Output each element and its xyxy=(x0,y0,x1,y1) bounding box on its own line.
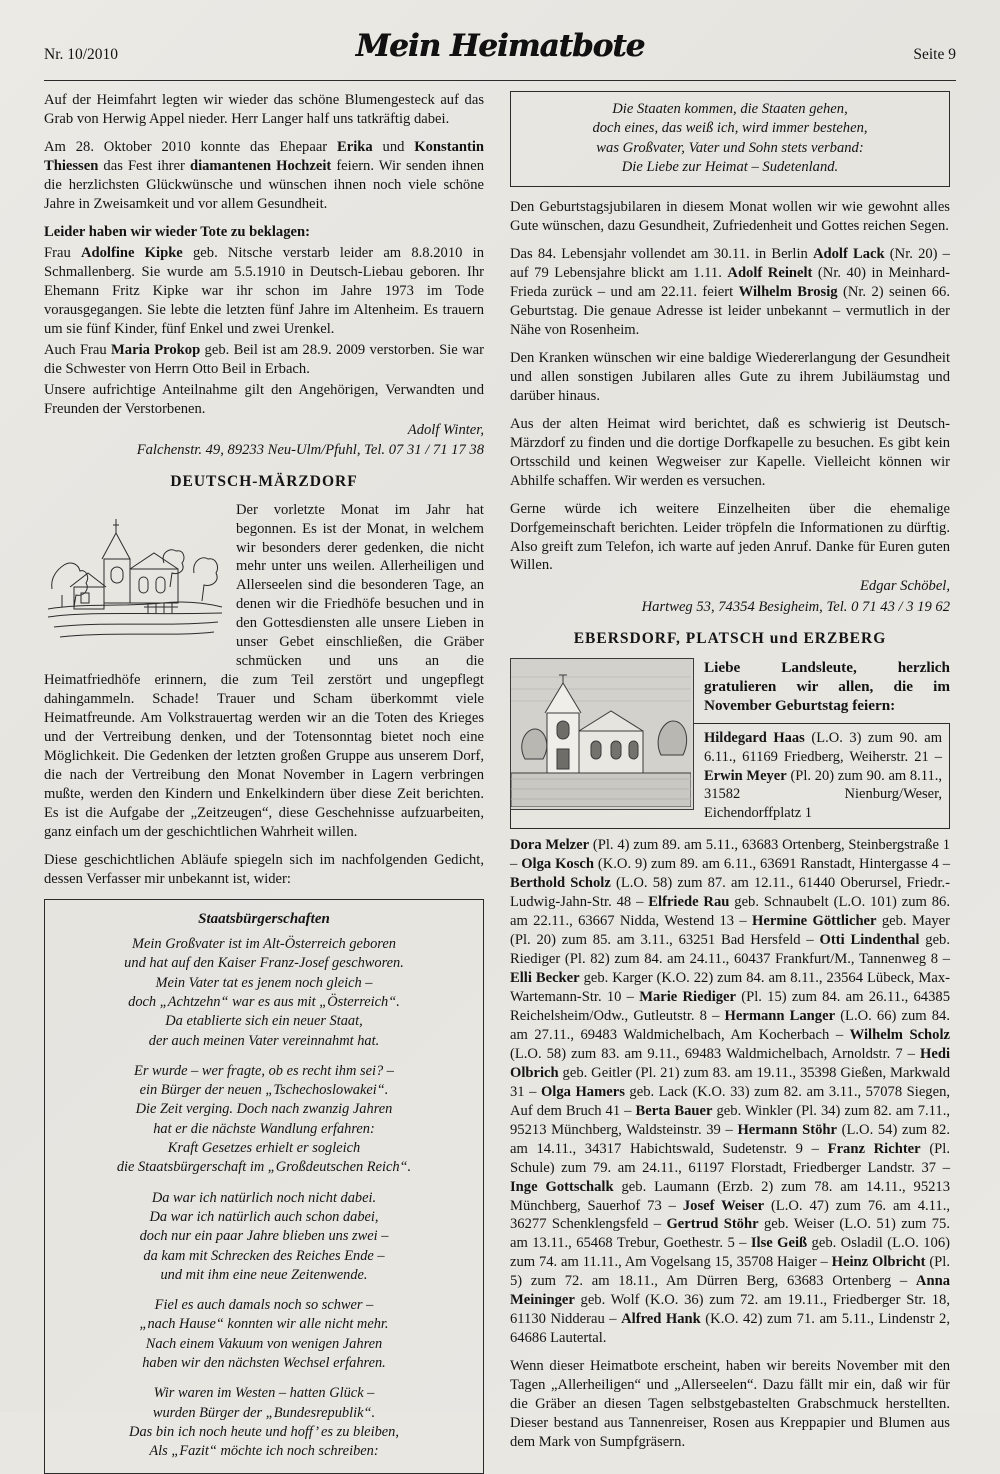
paragraph-vorletzte-monat: Der vorletzte Monat im Jahr hat begonnen. Es ist der Monat, in welchem wir besonders derer gedenken, die nicht mehr unter uns weilen. Allerheiligen und Allerseelen sind die besonderen Tage, an denen wir die Friedhöfe besuchen und in den Gottesdiensten alle unsere Lieben in unser Gebet einschließen, die Gräber schmücken und uns an die Heimatfriedhöfe erinnern, die zum Teil zerstört und ungepflegt dahingammeln. Schade! Trauer und Scham überkommt viele Heimatfreunde. Am Volkstrauertag werden wir an die Toten des Krieges und der Vertreibung denken, und der Totensonntag bietet noch eine Möglichkeit. Die Gedenken der letzten großen Gruppe aus unserem Dorf, die nach der Vertreibung den Monat November in Lagern verbringen mußte, werden den Kindern und Enkelkindern über diese Zeit berichten. Es ist die Aufgabe der „Zeitzeugen“, diese Geschehnisse aufzuarbeiten, ganz einfach um der geschichtlichen Wahrheit willen. xyxy=(44,501,484,841)
poem-line: Mein Großvater ist im Alt-Österreich geboren xyxy=(132,936,396,953)
paragraph-einzelheiten: Gerne würde ich weitere Einzelheiten über die ehemalige Dorfgemeinschaft berichten. Leider tröpfeln die Informationen zu dürftig. Also greift zum Telefon, ich warte auf jeden Anruf. Danke für Euren guten Willen. xyxy=(510,500,950,574)
text-run: (Nr. 20) – auf 79 Lebensjahre blickt am 1.11. xyxy=(510,245,950,281)
person-name: Heinz Olbricht xyxy=(831,1254,926,1271)
poem-line: Wir waren im Westen – hatten Glück – xyxy=(153,1385,375,1402)
chapel-photo xyxy=(510,658,694,810)
text-run: geb. Weiser (L.O. 51) zum 75. am 13.11., 65468 Trebur, Goethestr. 5 – xyxy=(510,1216,950,1252)
text-run: (Pl. 4) zum 89. am 5.11., 63683 Ortenberg, Steinbergstraße 1 – xyxy=(510,837,950,873)
person-name: Olga Kosch xyxy=(521,856,594,873)
poem-line: doch nur ein paar Jahre blieben uns zwei – xyxy=(139,1228,389,1245)
text-run: geb. Laumann (Erzb. 2) zum 78. am 14.11., 95213 Münchberg, Sauerhof 73 – xyxy=(510,1178,951,1214)
chapel-illustration-icon xyxy=(511,659,691,807)
person-name: Hermann Langer xyxy=(724,1007,836,1024)
person-name: Hildegard Haas xyxy=(704,729,805,746)
paragraph-kranken-wuensche: Den Kranken wünschen wir eine baldige Wiedererlangung der Gesundheit und allen sonstigen Jubilaren alles Gute zu ihrem Jubiläumstag und darüber hinaus. xyxy=(510,349,950,404)
text-run: (Pl. 5) zum 72. am 18.11., Am Dürren Berg, 63683 Ortenberg – xyxy=(510,1254,950,1290)
poem-line: Die Zeit verging. Doch nach zwanzig Jahren xyxy=(135,1101,393,1118)
heading-text: Leider haben wir wieder Tote zu beklagen: xyxy=(44,223,310,240)
paragraph-adolfine-kipke xyxy=(44,244,484,339)
signature-address-edgar-schoebel: Hartweg 53, 74354 Besigheim, Tel. 0 71 43 / 3 19 62 xyxy=(641,599,950,616)
issue-number: Nr. 10/2010 xyxy=(44,46,119,63)
person-name: Alfred Hank xyxy=(621,1311,701,1328)
poem-line: und mit ihm eine neue Zeitenwende. xyxy=(160,1266,368,1283)
paragraph-geburtstagsjubilare: Den Geburtstagsjubilaren in diesem Monat wollen wir wie gewohnt alles Gute wünschen, dazu Gesundheit, Zufriedenheit und Gottes reichen Segen. xyxy=(510,199,950,234)
text-run: geb. Nitsche verstarb leider am 8.8.2010 in Schmallenberg. Sie wurde am 5.5.1910 in Deutsch-Liebau geboren. Ihr Ehemann Fritz Kipke war ihr schon im Jahre 1973 im Tode vorausgegangen. Sie lebte die letzten fünf Jahre im Altenheim. Es trauern um sie fünf Kinder, fünf Enkel und zwei Urenkel. xyxy=(44,244,484,337)
person-name: Hedi Olbrich xyxy=(510,1045,950,1081)
poem-line: hat er die nächste Wandlung erfahren: xyxy=(153,1120,375,1137)
person-name: Ilse Geiß xyxy=(750,1235,808,1252)
two-column-layout xyxy=(44,91,956,1474)
poem-line: Da war ich natürlich noch nicht dabei. xyxy=(151,1189,377,1206)
poem-line: Da etablierte sich ein neuer Staat, xyxy=(165,1013,363,1030)
paragraph-heimfahrt: Auf der Heimfahrt legten wir wieder das schöne Blumengesteck auf das Grab von Herwig Appel nieder. Herr Langer half uns tatkräftig dabei. xyxy=(44,92,484,127)
text-run: (Nr. 2) seinen 66. Geburtstag. Die genaue Adresse ist leider unbekannt – vermutlich in der Nähe von Rosenheim. xyxy=(510,283,950,338)
name-adolfine-kipke: Adolfine Kipke xyxy=(80,244,183,261)
person-name: Anna Meininger xyxy=(510,1273,950,1309)
poem-stanza xyxy=(57,1189,471,1285)
paragraph-diamantene-hochzeit xyxy=(44,138,484,214)
text-run: geb. Riediger (Pl. 82) zum 84. am 24.11., 60437 Frankfurt/M., Tannenweg 8 – xyxy=(510,931,950,967)
person-name: Marie Riediger xyxy=(639,988,737,1005)
poem-title: Staatsbürgerschaften xyxy=(198,910,330,927)
person-name: Josef Weiser xyxy=(682,1197,765,1214)
person-name: Gertrud Stöhr xyxy=(666,1216,759,1233)
poem-box-staatsbuergerschaften xyxy=(44,899,484,1474)
text-run: (L.O. 66) zum 84. am 27.11., 69483 Waldmichelbach, Am Kocherbach – xyxy=(510,1007,951,1043)
text-run: geb. Lack (K.O. 33) zum 82. am 3.11., 57078 Siegen, Auf dem Bruch 41 – xyxy=(510,1083,951,1119)
person-name: Elli Becker xyxy=(510,969,580,986)
poem-line: haben wir den nächsten Wechsel erfahren. xyxy=(142,1354,386,1371)
signature-address-adolf-winter: Falchenstr. 49, 89233 Neu-Ulm/Pfuhl, Tel. 07 31 / 71 17 38 xyxy=(136,442,484,459)
text-run: geb. Geitler (Pl. 21) zum 83. am 19.11., 35398 Gießen, Markwald 31 – xyxy=(510,1064,950,1100)
person-name: Adolf Reinelt xyxy=(727,264,813,281)
text-run: (L.O. 54) zum 82. am 14.11., 34317 Habichtswald, Sudetenstr. 9 – xyxy=(510,1121,950,1157)
text-run: das Fest ihrer xyxy=(98,157,190,174)
quote-line: doch eines, das weiß ich, wird immer bestehen, xyxy=(592,120,868,137)
paragraph-allerheiligen: Wenn dieser Heimatbote erscheint, haben wir bereits November mit den Tagen „Allerheiligen“ und „Allerseelen“. Dazu fällt mir ein, daß wir für die Gräber an diesen Tagen selbstgebastelten Grabschmuck herstellten. Dieser bestand aus Tannenreiser, Rosen aus Kreppapier und Blumen aus dem Mark von Sumpfgräsern. xyxy=(510,1358,950,1451)
quote-box-sudetenland xyxy=(510,91,950,187)
text-run: (L.O. 47) zum 76. am 4.11., 36277 Schenklengsfeld – xyxy=(510,1197,951,1233)
text-run: Am 28. Oktober 2010 konnte das Ehepaar xyxy=(44,138,337,155)
person-name: Otti Lindenthal xyxy=(819,931,920,948)
quote-line: Die Liebe zur Heimat – Sudetenland. xyxy=(621,158,839,175)
poem-line: Als „Fazit“ möchte ich noch schreiben: xyxy=(149,1443,379,1460)
text-run: feiern. Wir senden ihnen die herzlichsten Glückwünsche und wünschen ihnen noch viele schöne Jahre in Zweisamkeit und vor allem Gesundheit. xyxy=(44,157,484,212)
text-run: und xyxy=(372,138,415,155)
text-run: geb. Wolf (K.O. 36) zum 72. am 19.11., Friedberger Str. 18, 61130 Nidderau – xyxy=(510,1292,950,1328)
poem-line: Mein Vater tat es jenem noch gleich – xyxy=(155,974,373,991)
text-run: Auch Frau xyxy=(44,341,112,358)
poem-line: und hat auf den Kaiser Franz-Josef geschworen. xyxy=(124,955,404,972)
masthead-divider xyxy=(44,80,956,81)
right-column xyxy=(510,91,950,1474)
poem-line: die Staatsbürgerschaft im „Großdeutschen Reich“. xyxy=(116,1159,412,1176)
person-name: Hermann Stöhr xyxy=(737,1121,837,1138)
paragraph-alte-heimat: Aus der alten Heimat wird berichtet, daß es schwierig ist Deutsch-Märzdorf zu finden und die dortige Dorfkapelle zu besuchen. Es gibt kein Ortsschild und keinen Wegweiser zur Kapelle. Vielleicht können wir Abhilfe schaffen. Wir werden es versuchen. xyxy=(510,415,950,489)
poem-line: Nach einem Vakuum von wenigen Jahren xyxy=(145,1335,383,1352)
paragraph-maria-prokop xyxy=(44,341,484,379)
quote-line: Die Staaten kommen, die Staaten gehen, xyxy=(612,101,848,117)
person-name: Dora Melzer xyxy=(510,837,590,854)
name-erika: Erika xyxy=(337,138,373,155)
text-run: (K.O. 9) zum 89. am 6.11., 63691 Ranstadt, Hintergasse 4 – xyxy=(594,856,950,873)
text-run: Frau xyxy=(44,244,81,261)
person-name: Wilhelm Brosig xyxy=(738,283,838,300)
text-run: (L.O. 3) zum 90. am 6.11., 61169 Friedberg, Weiherstr. 21 – xyxy=(704,729,942,765)
section-heading-ebersdorf-platsch-erzberg: EBERSDORF, PLATSCH und ERZBERG xyxy=(573,630,887,648)
person-name: Wilhelm Scholz xyxy=(849,1026,950,1043)
poem-line: Er wurde – wer fragte, ob es recht ihm sei? – xyxy=(134,1062,394,1079)
paragraph-gedicht-einleitung: Diese geschichtlichen Abläufe spiegeln sich im nachfolgenden Gedicht, dessen Verfasser mir unbekannt ist, wider: xyxy=(44,852,484,887)
paragraph-jubilare-details xyxy=(510,245,950,340)
poem-line: Fiel es auch damals noch so schwer – xyxy=(154,1297,374,1314)
person-name: Inge Gottschalk xyxy=(510,1178,614,1195)
poem-line: wurden Bürger der „Bundesrepublik“. xyxy=(152,1404,376,1421)
text-run: (Nr. 40) in Meinhard-Frieda zurück – und am 22.11. feiert xyxy=(510,264,950,300)
heading-tote-zu-beklagen xyxy=(44,223,484,242)
poem-line: da kam mit Schrecken des Reiches Ende – xyxy=(143,1247,385,1264)
person-name: Berta Bauer xyxy=(635,1102,713,1119)
poem-stanza xyxy=(57,1296,471,1373)
text-run: geb. Winkler (Pl. 34) zum 82. am 7.11., 95213 Münchberg, Waldsteinstr. 39 – xyxy=(510,1102,950,1138)
church-drawing-icon xyxy=(44,503,226,653)
text-run: (L.O. 58) zum 87. am 12.11., 61440 Oberursel, Friedr.-Ludwig-Jahn-Str. 48 – xyxy=(510,875,951,910)
poem-line: Kraft Gesetzes erhielt er sogleich xyxy=(167,1140,361,1157)
text-run: (Pl. 15) zum 84. am 26.11., 64385 Reichelsheim/Odw., Gutleutstr. 8 – xyxy=(510,988,950,1024)
left-column xyxy=(44,91,484,1474)
village-church-illustration xyxy=(44,503,226,653)
text-run: Das 84. Lebensjahr vollendet am 30.11. in Berlin xyxy=(510,245,813,262)
text-run: (L.O. 58) zum 83. am 9.11., 69483 Waldmichelbach, Arnoldstr. 7 – xyxy=(510,1045,920,1062)
signature-name-adolf-winter: Adolf Winter, xyxy=(407,421,484,438)
name-konstantin-thiessen: Konstantin Thiessen xyxy=(44,138,485,174)
quote-line: was Großvater, Vater und Sohn stets verband: xyxy=(596,139,864,156)
name-maria-prokop: Maria Prokop xyxy=(111,341,201,358)
signature-name-edgar-schoebel: Edgar Schöbel, xyxy=(860,578,950,595)
person-name: Hermine Göttlicher xyxy=(752,912,877,929)
text-run: geb. Osladil (L.O. 106) zum 74. am 11.11., Am Vogelsang 15, 35708 Haiger – xyxy=(510,1235,950,1271)
person-name: Berthold Scholz xyxy=(510,875,611,892)
text-run: (Pl. 20) zum 90. am 8.11., 31582 Nienburg/Weser, Eichendorffplatz 1 xyxy=(704,767,943,822)
publication-title: Mein Heimatbote xyxy=(355,28,645,64)
section-heading-deutsch-maerzdorf: DEUTSCH-MÄRZDORF xyxy=(170,473,358,491)
text-run: geb. Mayer (Pl. 20) zum 85. am 3.11., 63251 Bad Hersfeld – xyxy=(510,912,950,948)
birthday-names-list xyxy=(510,836,950,1348)
person-name: Elfriede Rau xyxy=(648,894,730,910)
page-number: Seite 9 xyxy=(913,46,956,63)
text-run: geb. Beil ist am 28.9. 2009 verstorben. Sie war die Schwester von Herrn Otto Beil in Erbach. xyxy=(44,341,484,377)
person-name: Adolf Lack xyxy=(812,245,885,262)
gratulation-lead: Liebe Landsleute, herzlich gratulieren wir allen, die im November Geburtstag feiern: xyxy=(704,658,950,715)
poem-stanzas xyxy=(57,935,471,1461)
poem-line: doch „Achtzehn“ war es aus mit „Österreich“. xyxy=(128,993,400,1010)
text-run: geb. Karger (K.O. 22) zum 84. am 8.11., 23564 Lübeck, Max-Wartemann-Str. 10 – xyxy=(510,969,950,1005)
text-run: (K.O. 42) zum 71. am 5.11., Lindenstr 2, 64686 Lautertal. xyxy=(510,1311,951,1347)
person-name: Franz Richter xyxy=(827,1140,921,1157)
masthead xyxy=(44,28,956,74)
poem-line: der auch meinen Vater vereinnahmt hat. xyxy=(148,1032,380,1049)
poem-line: ein Bürger der neuen „Tschechoslowakei“. xyxy=(139,1082,389,1099)
text-run: (Pl. Schule) zum 79. am 24.11., 61197 Florstadt, Friedberger Landstr. 37 – xyxy=(510,1140,951,1176)
emphasis-diamantene-hochzeit: diamantenen Hochzeit xyxy=(189,157,332,174)
poem-stanza xyxy=(57,1384,471,1461)
paragraph-anteilnahme: Unsere aufrichtige Anteilnahme gilt den Angehörigen, Verwandten und Freunden der Verstorbenen. xyxy=(44,381,484,417)
person-name: Olga Hamers xyxy=(540,1083,625,1100)
poem-line: „nach Hause“ konnten wir alle nicht mehr. xyxy=(139,1316,389,1333)
poem-stanza xyxy=(57,1062,471,1178)
text-run: geb. Schnaubelt (L.O. 101) zum 86. am 22.11., 63667 Nidda, Westend 13 – xyxy=(510,894,950,929)
poem-line: Das bin ich noch heute und hoff’ es zu bleiben, xyxy=(129,1423,399,1440)
person-name: Erwin Meyer xyxy=(704,767,787,784)
poem-stanza xyxy=(57,935,471,1051)
poem-line: Da war ich natürlich auch schon dabei, xyxy=(149,1208,379,1225)
